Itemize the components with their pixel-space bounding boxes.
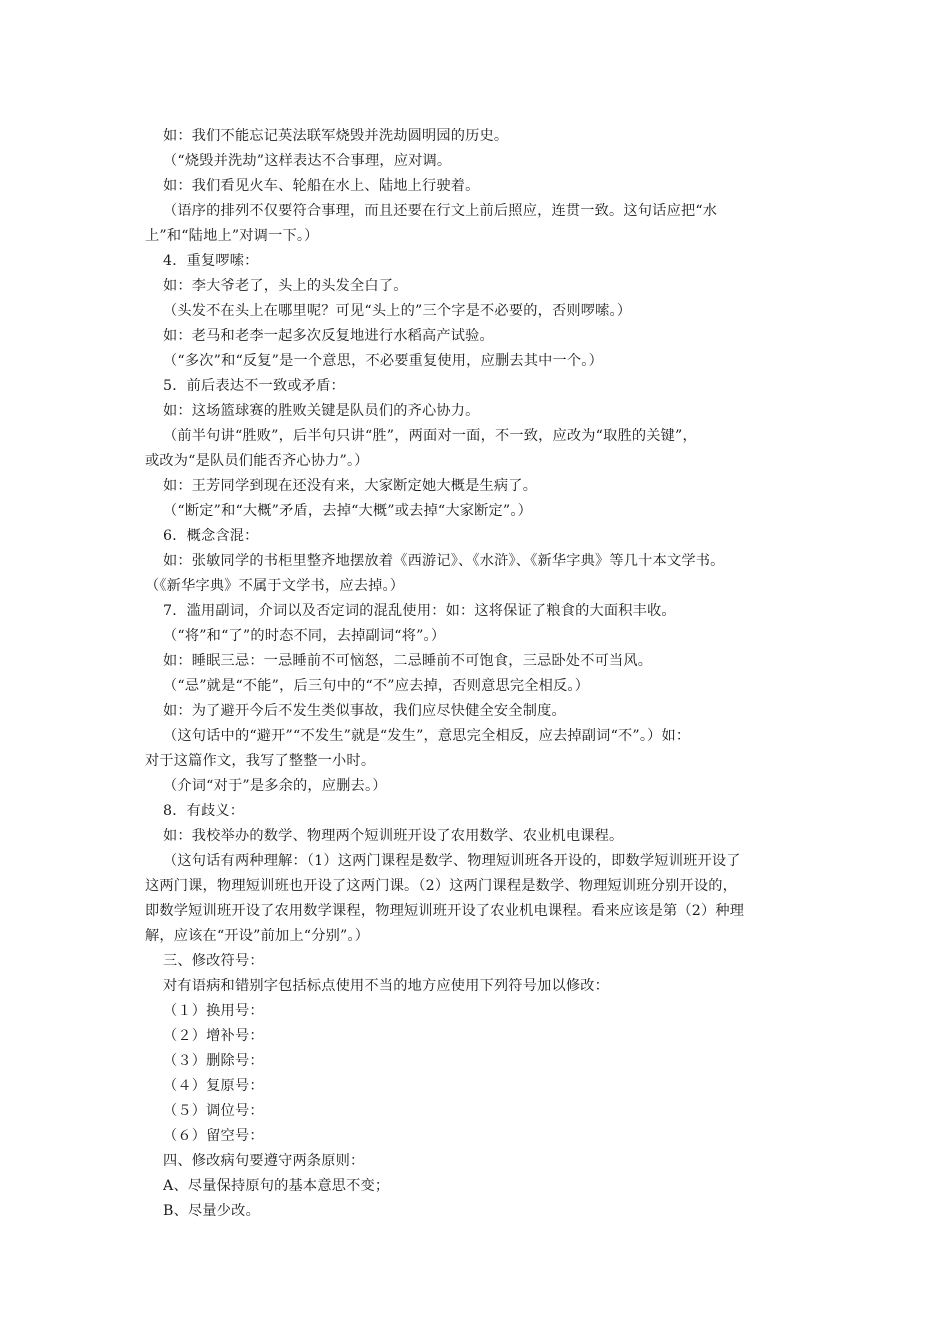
text-line: 这两门课，物理短训班也开设了这两门课。（2）这两门课程是数学、物理短训班分别开设的， [145,878,738,894]
text-line: （“断定”和“大概”矛盾，去掉“大概”或去掉“大家断定”。） [163,503,533,519]
text-line: （这句话有两种理解：（1）这两门课程是数学、物理短训班各开设的，即数学短训班开设了 [163,853,741,869]
text-line: （“忌”就是“不能”，后三句中的“不”应去掉，否则意思完全相反。） [163,678,590,694]
text-line: （语序的排列不仅要符合事理，而且还要在行文上前后照应，连贯一致。这句话应把“水 [163,203,718,219]
text-line: 如：张敏同学的书柜里整齐地摆放着《西游记》、《水浒》、《新华字典》等几十本文学书。 [163,553,725,569]
list-item: B、尽量少改。 [163,1203,260,1219]
section-heading: 8．有歧义： [163,803,245,819]
list-item: A、尽量保持原句的基本意思不变； [163,1178,390,1194]
text-line: 如：我校举办的数学、物理两个短训班开设了农用数学、农业机电课程。 [163,828,624,844]
section-heading: 四、修改病句要遵守两条原则： [163,1153,365,1169]
section-heading: 4．重复啰嗦： [163,253,259,269]
list-item: （５）调位号： [163,1103,264,1119]
text-line: （前半句讲“胜败”，后半句只讲“胜”，两面对一面，不一致，应改为“取胜的关键”， [163,428,697,444]
text-line: 上”和“陆地上”对调一下。） [145,228,319,244]
list-item: （４）复原号： [163,1078,264,1094]
text-line: 如：为了避开今后不发生类似事故，我们应尽快健全安全制度。 [163,703,566,719]
list-item: （３）删除号： [163,1053,264,1069]
text-line: （“烧毁并洗劫”这样表达不合事理，应对调。 [163,153,452,169]
text-line: 对于这篇作文，我写了整整一小时。 [145,753,376,769]
text-line: （介词“对于”是多余的，应删去。） [163,778,387,794]
text-line: 如：我们不能忘记英法联军烧毁并洗劫圆明园的历史。 [163,128,509,144]
text-line: （“多次”和“反复”是一个意思，不必要重复使用，应删去其中一个。） [163,353,603,369]
section-heading: 7．滥用副词，介词以及否定词的混乱使用：如：这将保证了粮食的大面积丰收。 [163,603,676,619]
text-line: （《新华字典》不属于文学书，应去掉。） [145,578,405,594]
section-heading: 6．概念含混： [163,528,259,544]
text-line: 解，应该在“开设”前加上“分别”。） [145,928,370,944]
section-heading: 三、修改符号： [163,953,264,969]
text-line: 即数学短训班开设了农用数学课程，物理短训班开设了农业机电课程。看来应该是第（2）种理 [145,903,745,919]
text-line: 如：睡眠三忌：一忌睡前不可恼怒，二忌睡前不可饱食，三忌卧处不可当风。 [163,653,653,669]
text-line: （这句话中的“避开”“不发生”就是“发生”，意思完全相反，应去掉副词“不”。）如： [163,728,691,744]
text-line: 如：王芳同学到现在还没有来，大家断定她大概是生病了。 [163,478,538,494]
text-line: 如：老马和老李一起多次反复地进行水稻高产试验。 [163,328,494,344]
list-item: （６）留空号： [163,1128,264,1144]
text-line: （头发不在头上在哪里呢？可见“头上的”三个字是不必要的，否则啰嗦。） [163,303,632,319]
list-item: （１）换用号： [163,1003,264,1019]
section-heading: 5．前后表达不一致或矛盾： [163,378,345,394]
text-line: 如：我们看见火车、轮船在水上、陆地上行驶着。 [163,178,480,194]
text-line: （“将”和“了”的时态不同，去掉副词“将”。） [163,628,446,644]
text-line: 如：这场篮球赛的胜败关键是队员们的齐心协力。 [163,403,480,419]
text-line: 如：李大爷老了，头上的头发全白了。 [163,278,408,294]
text-line: 对有语病和错别字包括标点使用不当的地方应使用下列符号加以修改： [163,978,610,994]
list-item: （２）增补号： [163,1028,264,1044]
text-line: 或改为“是队员们能否齐心协力”。） [145,453,369,469]
